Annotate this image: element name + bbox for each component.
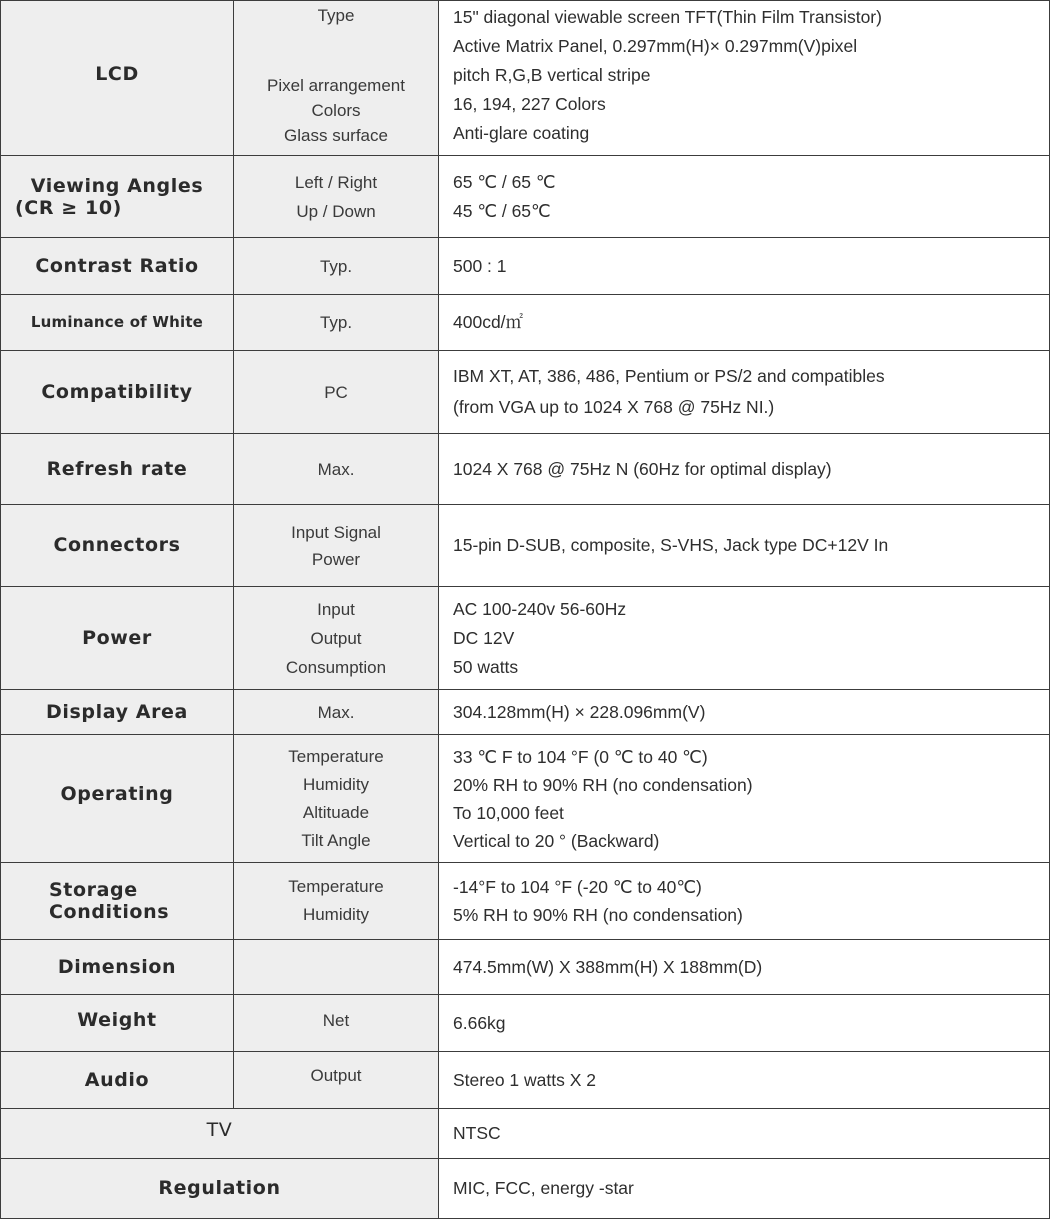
row-tv [1, 1109, 1050, 1159]
row-connectors [1, 505, 1050, 587]
labels-viewing-angles [234, 156, 439, 238]
value-colors: 16, 194, 227 Colors [453, 94, 606, 114]
label-humidity: Humidity [302, 774, 370, 794]
label-audio-output: Output [234, 1052, 439, 1109]
value-luminance: 400cd/㎡ [439, 295, 1050, 351]
label-contrast-typ: Typ. [234, 238, 439, 295]
label-power: Power [311, 549, 361, 569]
value-display-area: 304.128mm(H) × 228.096mm(V) [439, 690, 1050, 735]
value-temperature: 33 ℃ F to 104 °F (0 ℃ to 40 ℃) [453, 746, 708, 767]
category-lcd: LCD [1, 1, 234, 156]
value-regulation: MIC, FCC, energy -star [439, 1159, 1050, 1219]
label-up-down: Up / Down [296, 201, 376, 221]
labels-power [234, 587, 439, 690]
labels-lcd [234, 1, 439, 156]
value-connectors: 15-pin D-SUB, composite, S-VHS, Jack type DC+12V In [439, 505, 1050, 587]
values-lcd [439, 1, 1050, 156]
row-display-area [1, 690, 1050, 735]
category-storage-conditions [1, 863, 234, 940]
label-output: Output [310, 628, 362, 648]
category-display-area: Display Area [1, 690, 234, 735]
value-dimension: 474.5mm(W) X 388mm(H) X 188mm(D) [439, 940, 1050, 995]
row-storage-conditions [1, 863, 1050, 940]
values-storage [439, 863, 1050, 940]
label-input: Input [317, 599, 355, 619]
label-dimension [234, 940, 439, 995]
category-tv: TV [1, 1109, 439, 1159]
row-viewing-angles [1, 156, 1050, 238]
category-viewing-angles [1, 156, 234, 238]
row-refresh-rate [1, 434, 1050, 505]
value-left-right: 65 ℃ / 65 ℃ [453, 171, 556, 192]
row-contrast-ratio [1, 238, 1050, 295]
value-altitude: To 10,000 feet [453, 802, 564, 823]
label-storage-humidity: Humidity [302, 905, 370, 924]
category-dimension: Dimension [1, 940, 234, 995]
label-glass-surface: Glass surface [284, 126, 388, 145]
category-audio: Audio [1, 1052, 234, 1109]
row-compatibility [1, 351, 1050, 434]
value-weight: 6.66kg [439, 995, 1050, 1052]
value-tilt-angle: Vertical to 20 ° (Backward) [453, 830, 660, 851]
row-power [1, 587, 1050, 690]
label-refresh-max: Max. [234, 434, 439, 505]
value-active-matrix: Active Matrix Panel, 0.297mm(H)× 0.297mm(V)pixel [453, 36, 858, 56]
value-storage-temperature: -14°F to 104 °F (-20 ℃ to 40℃) [453, 877, 702, 897]
row-lcd [1, 1, 1050, 156]
category-regulation: Regulation [1, 1159, 439, 1219]
category-refresh-rate: Refresh rate [1, 434, 234, 505]
category-luminance: Luminance of White [1, 295, 234, 351]
label-display-max: Max. [234, 690, 439, 735]
label-temperature: Temperature [288, 746, 384, 766]
row-weight [1, 995, 1050, 1052]
values-viewing-angles [439, 156, 1050, 238]
row-dimension [1, 940, 1050, 995]
label-left-right: Left / Right [294, 172, 378, 192]
label-net: Net [234, 995, 439, 1052]
category-viewing-angles-line1: Viewing Angles [30, 174, 204, 197]
category-storage-line1: Storage [49, 879, 138, 901]
category-operating: Operating [1, 735, 234, 863]
value-audio: Stereo 1 watts X 2 [439, 1052, 1050, 1109]
category-viewing-angles-line2: (CR ≥ 10) [15, 196, 122, 219]
category-contrast-ratio: Contrast Ratio [1, 238, 234, 295]
label-pc: PC [234, 351, 439, 434]
value-pixel-pitch: pitch R,G,B vertical stripe [453, 65, 651, 85]
value-up-down: 45 ℃ / 65℃ [453, 200, 551, 221]
category-compatibility: Compatibility [1, 351, 234, 434]
row-audio [1, 1052, 1050, 1109]
label-luminance-typ: Typ. [234, 295, 439, 351]
value-refresh-rate: 1024 X 768 @ 75Hz N (60Hz for optimal display) [439, 434, 1050, 505]
value-compatibility-line1: IBM XT, AT, 386, 486, Pentium or PS/2 and compatibles [453, 366, 885, 386]
value-storage-humidity: 5% RH to 90% RH (no condensation) [453, 905, 743, 925]
value-output: DC 12V [453, 627, 515, 648]
value-humidity: 20% RH to 90% RH (no condensation) [453, 774, 753, 795]
values-compatibility [439, 351, 1050, 434]
label-colors: Colors [311, 101, 361, 120]
label-input-signal: Input Signal [291, 522, 381, 542]
labels-connectors [234, 505, 439, 587]
value-compatibility-line2: (from VGA up to 1024 X 768 @ 75Hz NI.) [453, 397, 775, 417]
values-operating [439, 735, 1050, 863]
value-type: 15" diagonal viewable screen TFT(Thin Film Transistor) [453, 7, 882, 27]
category-connectors: Connectors [1, 505, 234, 587]
label-type: Type [317, 6, 355, 25]
values-power [439, 587, 1050, 690]
value-contrast-ratio: 500 : 1 [439, 238, 1050, 295]
label-pixel-arrangement: Pixel arrangement [267, 76, 405, 95]
category-storage-line2: Conditions [49, 901, 170, 923]
value-glass-surface: Anti-glare coating [453, 123, 590, 143]
value-input: AC 100-240v 56-60Hz [453, 598, 627, 619]
label-altitude: Altituade [302, 802, 370, 822]
value-tv: NTSC [439, 1109, 1050, 1159]
row-regulation [1, 1159, 1050, 1219]
labels-storage [234, 863, 439, 940]
category-power: Power [1, 587, 234, 690]
row-luminance [1, 295, 1050, 351]
row-operating [1, 735, 1050, 863]
labels-operating [234, 735, 439, 863]
label-storage-temperature: Temperature [288, 877, 384, 896]
label-consumption: Consumption [285, 657, 387, 677]
label-tilt-angle: Tilt Angle [301, 830, 371, 850]
value-consumption: 50 watts [453, 656, 519, 677]
category-weight: Weight [1, 995, 234, 1052]
